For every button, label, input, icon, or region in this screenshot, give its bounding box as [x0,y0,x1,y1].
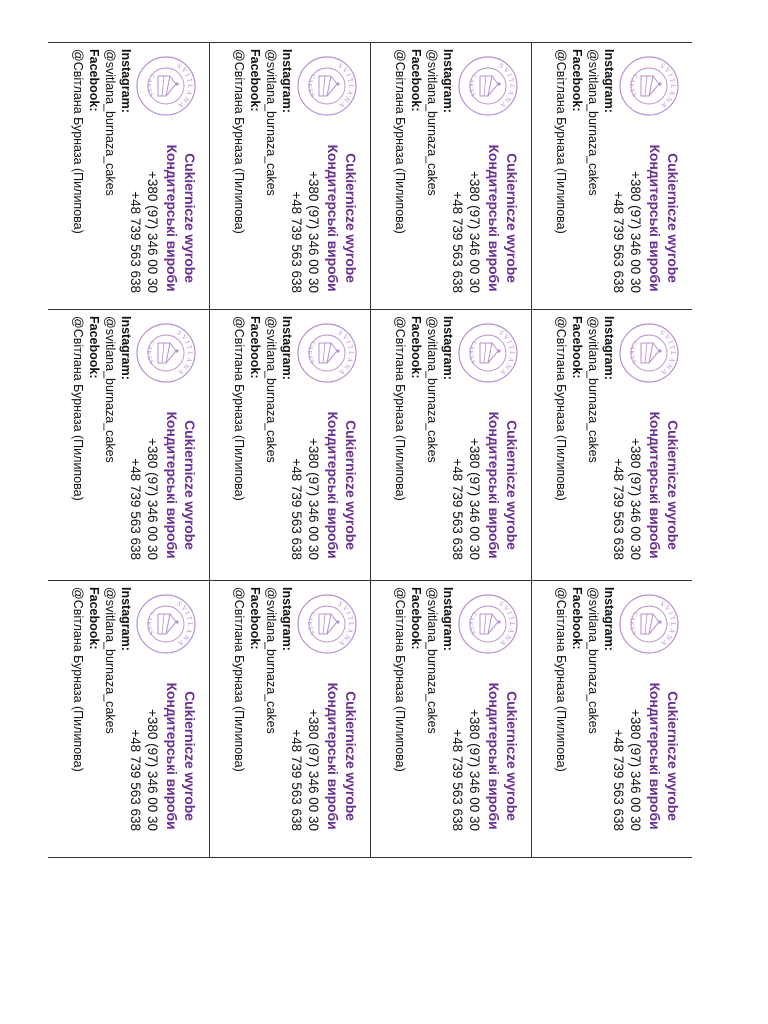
cake-slice-icon [295,592,359,656]
instagram-handle: @svitlana_burnaza_cakes [103,316,117,463]
cake-slice-icon [295,321,359,385]
business-card [370,310,530,572]
business-card-content [370,581,530,843]
svg-text:CAKES [306,339,316,366]
svg-text:SVITLANA [497,62,516,111]
svg-text:SVITLANA [497,329,516,378]
business-card-content [531,581,691,843]
svg-text:CAKES [628,339,638,366]
logo-text-top: SVITLANA [336,328,356,378]
social-info [392,587,456,837]
phone-ukraine: +380 (97) 346 00 30 [306,438,321,560]
logo-text-top: SVITLANA [175,61,195,111]
logo-text-top: SVITLANA [497,599,517,649]
card-titles [646,673,682,839]
card-titles [485,135,521,301]
title-polish: Cukiernicze wyrobe [504,420,520,550]
business-card-sheet [48,42,692,858]
facebook-label: Facebook: [409,587,423,650]
facebook-handle: @Світлана Бурназа (Пилипова) [232,316,246,501]
title-polish: Cukiernicze wyrobe [343,691,359,821]
logo-text-top: SVITLANA [658,328,678,378]
instagram-label: Instagram: [280,49,294,113]
instagram-label: Instagram: [280,587,294,651]
facebook-label: Facebook: [87,316,101,379]
title-polish: Cukiernicze wyrobe [182,153,198,283]
facebook-label: Facebook: [570,316,584,379]
business-card-content [531,43,691,305]
instagram-label: Instagram: [119,49,133,113]
svg-text:SVITLANA [658,329,677,378]
phone-ukraine: +380 (97) 346 00 30 [628,709,643,831]
facebook-handle: @Світлана Бурназа (Пилипова) [71,49,85,234]
phone-poland: +48 739 563 638 [450,458,465,560]
phone-poland: +48 739 563 638 [289,191,304,293]
phone-ukraine: +380 (97) 346 00 30 [145,709,160,831]
card-titles [646,402,682,568]
svg-text:SVITLANA [497,600,516,649]
facebook-label: Facebook: [409,316,423,379]
svg-text:CAKES [467,72,477,99]
logo-text-top: SVITLANA [497,61,517,111]
title-polish: Cukiernicze wyrobe [665,153,681,283]
social-info [553,587,617,837]
cut-line-horizontal [48,857,692,858]
instagram-handle: @svitlana_burnaza_cakes [103,587,117,734]
svg-text:CAKES [145,72,155,99]
facebook-label: Facebook: [87,49,101,112]
business-card [209,581,369,843]
instagram-handle: @svitlana_burnaza_cakes [425,316,439,463]
phone-poland: +48 739 563 638 [611,458,626,560]
facebook-label: Facebook: [248,49,262,112]
instagram-label: Instagram: [602,49,616,113]
social-info [70,49,134,299]
card-titles [163,673,199,839]
instagram-label: Instagram: [602,587,616,651]
instagram-label: Instagram: [441,49,455,113]
phone-poland: +48 739 563 638 [128,458,143,560]
business-card [209,310,369,572]
cake-slice-icon [134,592,198,656]
card-titles [163,402,199,568]
logo-text-bottom: CAKES [627,72,638,100]
business-card [531,43,691,305]
logo-text-top: SVITLANA [658,599,678,649]
phone-ukraine: +380 (97) 346 00 30 [306,709,321,831]
title-ukrainian: Кондитерські вироби [325,144,341,292]
business-card [48,581,208,843]
title-ukrainian: Кондитерські вироби [164,144,180,292]
business-card [48,43,208,305]
business-card-content [48,43,208,305]
phone-poland: +48 739 563 638 [611,191,626,293]
title-polish: Cukiernicze wyrobe [665,691,681,821]
logo-text-bottom: CAKES [144,339,155,367]
phone-poland: +48 739 563 638 [289,458,304,560]
social-info [70,316,134,566]
logo-text-bottom: CAKES [466,610,477,638]
title-polish: Cukiernicze wyrobe [665,420,681,550]
cake-slice-icon [456,321,520,385]
business-card-content [370,43,530,305]
title-ukrainian: Кондитерські вироби [325,411,341,559]
svg-text:CAKES [145,610,155,637]
cake-slice-icon [456,54,520,118]
title-ukrainian: Кондитерські вироби [486,411,502,559]
logo-text-bottom: CAKES [305,339,316,367]
cake-slice-icon [456,592,520,656]
instagram-handle: @svitlana_burnaza_cakes [264,49,278,196]
svg-text:SVITLANA [175,329,194,378]
logo-text-top: SVITLANA [175,328,195,378]
business-card-content [48,581,208,843]
facebook-label: Facebook: [248,316,262,379]
business-card [370,43,530,305]
phone-poland: +48 739 563 638 [611,729,626,831]
instagram-handle: @svitlana_burnaza_cakes [425,49,439,196]
card-titles [163,135,199,301]
logo-text-bottom: CAKES [144,72,155,100]
logo-text-bottom: CAKES [144,610,155,638]
logo-text-bottom: CAKES [627,339,638,367]
instagram-label: Instagram: [602,316,616,380]
logo-text-top: SVITLANA [336,599,356,649]
social-info [392,316,456,566]
phone-ukraine: +380 (97) 346 00 30 [628,171,643,293]
facebook-label: Facebook: [87,587,101,650]
instagram-label: Instagram: [119,316,133,380]
facebook-handle: @Світлана Бурназа (Пилипова) [232,49,246,234]
social-info [231,316,295,566]
social-info [553,316,617,566]
logo-text-top: SVITLANA [175,599,195,649]
card-titles [485,673,521,839]
logo-text-bottom: CAKES [627,610,638,638]
phone-ukraine: +380 (97) 346 00 30 [467,709,482,831]
svg-text:CAKES [306,610,316,637]
business-card-content [48,310,208,572]
title-polish: Cukiernicze wyrobe [343,153,359,283]
cake-slice-icon [295,54,359,118]
phone-ukraine: +380 (97) 346 00 30 [467,171,482,293]
facebook-handle: @Світлана Бурназа (Пилипова) [393,49,407,234]
title-ukrainian: Кондитерські вироби [486,144,502,292]
instagram-label: Instagram: [441,316,455,380]
svg-text:CAKES [306,72,316,99]
svg-text:SVITLANA [175,600,194,649]
svg-text:CAKES [145,339,155,366]
business-card-content [209,581,369,843]
social-info [231,49,295,299]
business-card [531,310,691,572]
title-ukrainian: Кондитерські вироби [164,411,180,559]
phone-ukraine: +380 (97) 346 00 30 [306,171,321,293]
svg-text:CAKES [467,610,477,637]
facebook-handle: @Світлана Бурназа (Пилипова) [393,587,407,772]
phone-poland: +48 739 563 638 [289,729,304,831]
phone-poland: +48 739 563 638 [450,729,465,831]
svg-text:SVITLANA [175,62,194,111]
social-info [553,49,617,299]
instagram-handle: @svitlana_burnaza_cakes [586,587,600,734]
business-card [531,581,691,843]
facebook-handle: @Світлана Бурназа (Пилипова) [393,316,407,501]
facebook-handle: @Світлана Бурназа (Пилипова) [554,49,568,234]
business-card-content [531,310,691,572]
instagram-label: Instagram: [441,587,455,651]
facebook-handle: @Світлана Бурназа (Пилипова) [71,316,85,501]
svg-text:CAKES [628,610,638,637]
facebook-handle: @Світлана Бурназа (Пилипова) [554,316,568,501]
title-ukrainian: Кондитерські вироби [647,682,663,830]
facebook-label: Facebook: [570,587,584,650]
phone-ukraine: +380 (97) 346 00 30 [145,438,160,560]
logo-text-bottom: CAKES [466,72,477,100]
svg-text:CAKES [467,339,477,366]
svg-text:SVITLANA [336,62,355,111]
instagram-handle: @svitlana_burnaza_cakes [264,316,278,463]
phone-ukraine: +380 (97) 346 00 30 [145,171,160,293]
business-card [370,581,530,843]
title-ukrainian: Кондитерські вироби [486,682,502,830]
title-polish: Cukiernicze wyrobe [182,420,198,550]
phone-poland: +48 739 563 638 [128,729,143,831]
cake-slice-icon [617,321,681,385]
phone-poland: +48 739 563 638 [128,191,143,293]
cake-slice-icon [134,54,198,118]
phone-ukraine: +380 (97) 346 00 30 [467,438,482,560]
cake-slice-icon [617,592,681,656]
logo-text-top: SVITLANA [336,61,356,111]
instagram-handle: @svitlana_burnaza_cakes [425,587,439,734]
title-polish: Cukiernicze wyrobe [343,420,359,550]
facebook-handle: @Світлана Бурназа (Пилипова) [232,587,246,772]
business-card-content [209,310,369,572]
phone-poland: +48 739 563 638 [450,191,465,293]
title-ukrainian: Кондитерські вироби [164,682,180,830]
title-polish: Cukiernicze wyrobe [504,153,520,283]
instagram-label: Instagram: [280,316,294,380]
facebook-label: Facebook: [570,49,584,112]
title-polish: Cukiernicze wyrobe [182,691,198,821]
svg-text:SVITLANA [336,600,355,649]
title-ukrainian: Кондитерські вироби [325,682,341,830]
facebook-label: Facebook: [409,49,423,112]
cake-slice-icon [134,321,198,385]
logo-text-top: SVITLANA [497,328,517,378]
card-titles [646,135,682,301]
business-card [209,43,369,305]
card-titles [324,673,360,839]
logo-text-top: SVITLANA [658,61,678,111]
business-card-content [370,310,530,572]
instagram-handle: @svitlana_burnaza_cakes [586,49,600,196]
logo-text-bottom: CAKES [305,610,316,638]
title-ukrainian: Кондитерські вироби [647,144,663,292]
social-info [392,49,456,299]
svg-text:SVITLANA [658,600,677,649]
logo-text-bottom: CAKES [466,339,477,367]
facebook-handle: @Світлана Бурназа (Пилипова) [71,587,85,772]
title-ukrainian: Кондитерські вироби [647,411,663,559]
phone-ukraine: +380 (97) 346 00 30 [628,438,643,560]
instagram-handle: @svitlana_burnaza_cakes [264,587,278,734]
business-card-content [209,43,369,305]
card-titles [324,135,360,301]
social-info [231,587,295,837]
instagram-label: Instagram: [119,587,133,651]
title-polish: Cukiernicze wyrobe [504,691,520,821]
svg-text:CAKES [628,72,638,99]
social-info [70,587,134,837]
instagram-handle: @svitlana_burnaza_cakes [103,49,117,196]
facebook-label: Facebook: [248,587,262,650]
cake-slice-icon [617,54,681,118]
business-card [48,310,208,572]
svg-text:SVITLANA [658,62,677,111]
svg-text:SVITLANA [336,329,355,378]
instagram-handle: @svitlana_burnaza_cakes [586,316,600,463]
logo-text-bottom: CAKES [305,72,316,100]
facebook-handle: @Світлана Бурназа (Пилипова) [554,587,568,772]
card-titles [324,402,360,568]
card-titles [485,402,521,568]
